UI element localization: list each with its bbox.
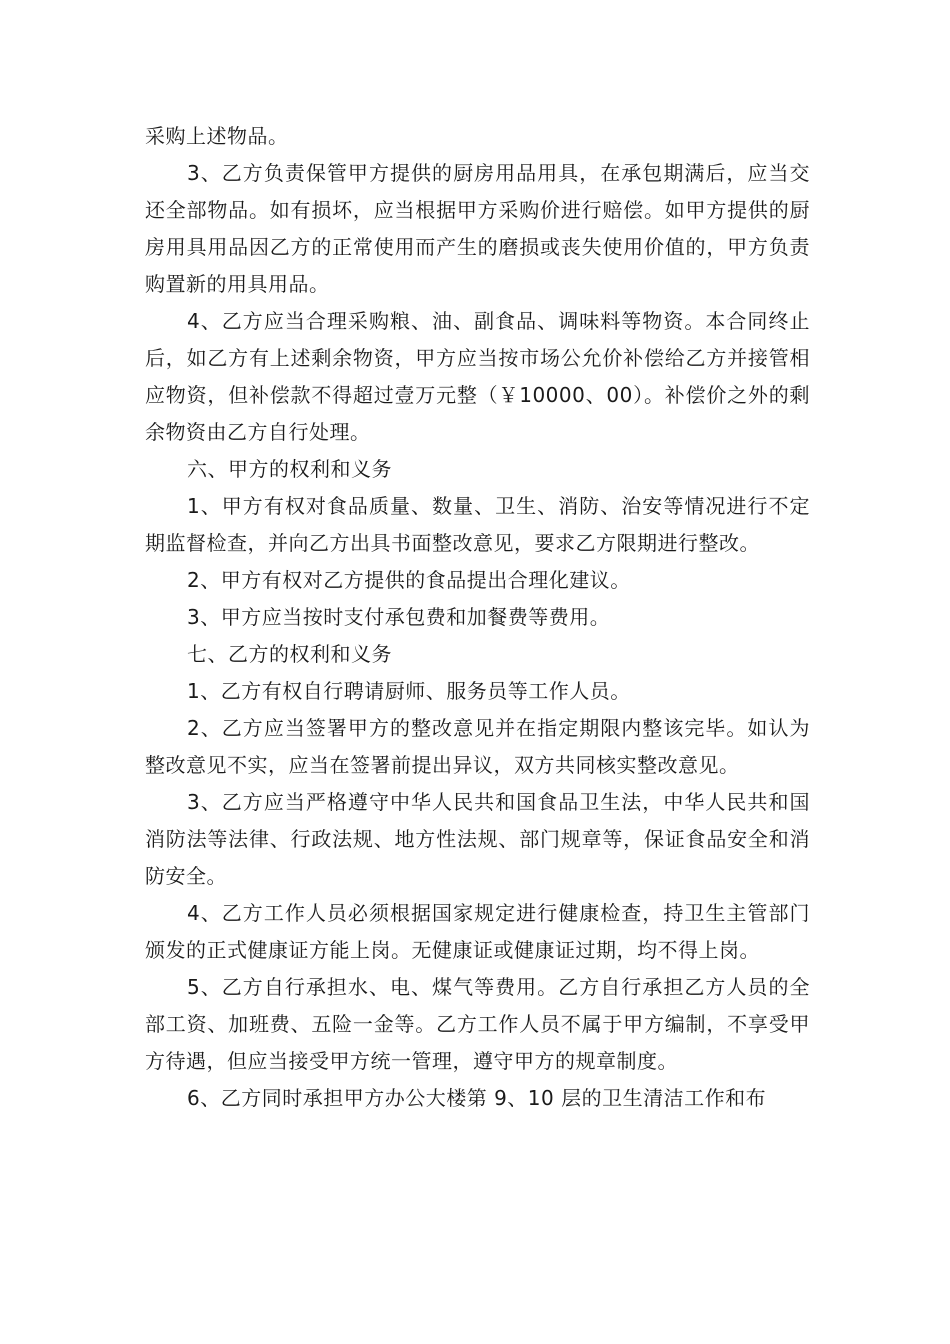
paragraph-item-7-4: 4、乙方工作人员必须根据国家规定进行健康检查，持卫生主管部门颁发的正式健康证方能上岗。无健康证或健康证过期，均不得上岗。	[145, 901, 810, 962]
paragraph-continuation: 采购上述物品。	[145, 124, 289, 148]
paragraph-item-6-3: 3、甲方应当按时支付承包费和加餐费等费用。	[187, 605, 611, 629]
paragraph-item-7-5: 5、乙方自行承担水、电、煤气等费用。乙方自行承担乙方人员的全部工资、加班费、五险一金等。乙方工作人员不属于甲方编制，不享受甲方待遇，但应当接受甲方统一管理，遵守甲方的规章制度。	[145, 975, 810, 1073]
paragraph-item-5-4: 4、乙方应当合理采购粮、油、副食品、调味料等物资。本合同终止后，如乙方有上述剩余物资，甲方应当按市场公允价补偿给乙方并接管相应物资，但补偿款不得超过壹万元整（￥10000、00）。补偿价之外的剩余物资由乙方自行处理。	[145, 309, 810, 444]
paragraph-item-7-3: 3、乙方应当严格遵守中华人民共和国食品卫生法，中华人民共和国消防法等法律、行政法规、地方性法规、部门规章等，保证食品安全和消防安全。	[145, 790, 810, 888]
paragraph-item-5-3: 3、乙方负责保管甲方提供的厨房用品用具，在承包期满后，应当交还全部物品。如有损坏，应当根据甲方采购价进行赔偿。如甲方提供的厨房用具用品因乙方的正常使用而产生的磨损或丧失使用价值的，甲方负责购置新的用具用品。	[145, 161, 810, 296]
document-body	[145, 118, 810, 1117]
paragraph-item-6-1: 1、甲方有权对食品质量、数量、卫生、消防、治安等情况进行不定期监督检查，并向乙方出具书面整改意见，要求乙方限期进行整改。	[145, 494, 810, 555]
section-heading-7: 七、乙方的权利和义务	[187, 642, 392, 666]
paragraph-item-6-2: 2、甲方有权对乙方提供的食品提出合理化建议。	[187, 568, 631, 592]
section-heading-6: 六、甲方的权利和义务	[187, 457, 392, 481]
paragraph-item-7-6: 6、乙方同时承担甲方办公大楼第 9、10 层的卫生清洁工作和布	[187, 1086, 767, 1110]
paragraph-item-7-1: 1、乙方有权自行聘请厨师、服务员等工作人员。	[187, 679, 631, 703]
paragraph-item-7-2: 2、乙方应当签署甲方的整改意见并在指定期限内整该完毕。如认为整改意见不实，应当在签署前提出异议，双方共同核实整改意见。	[145, 716, 810, 777]
